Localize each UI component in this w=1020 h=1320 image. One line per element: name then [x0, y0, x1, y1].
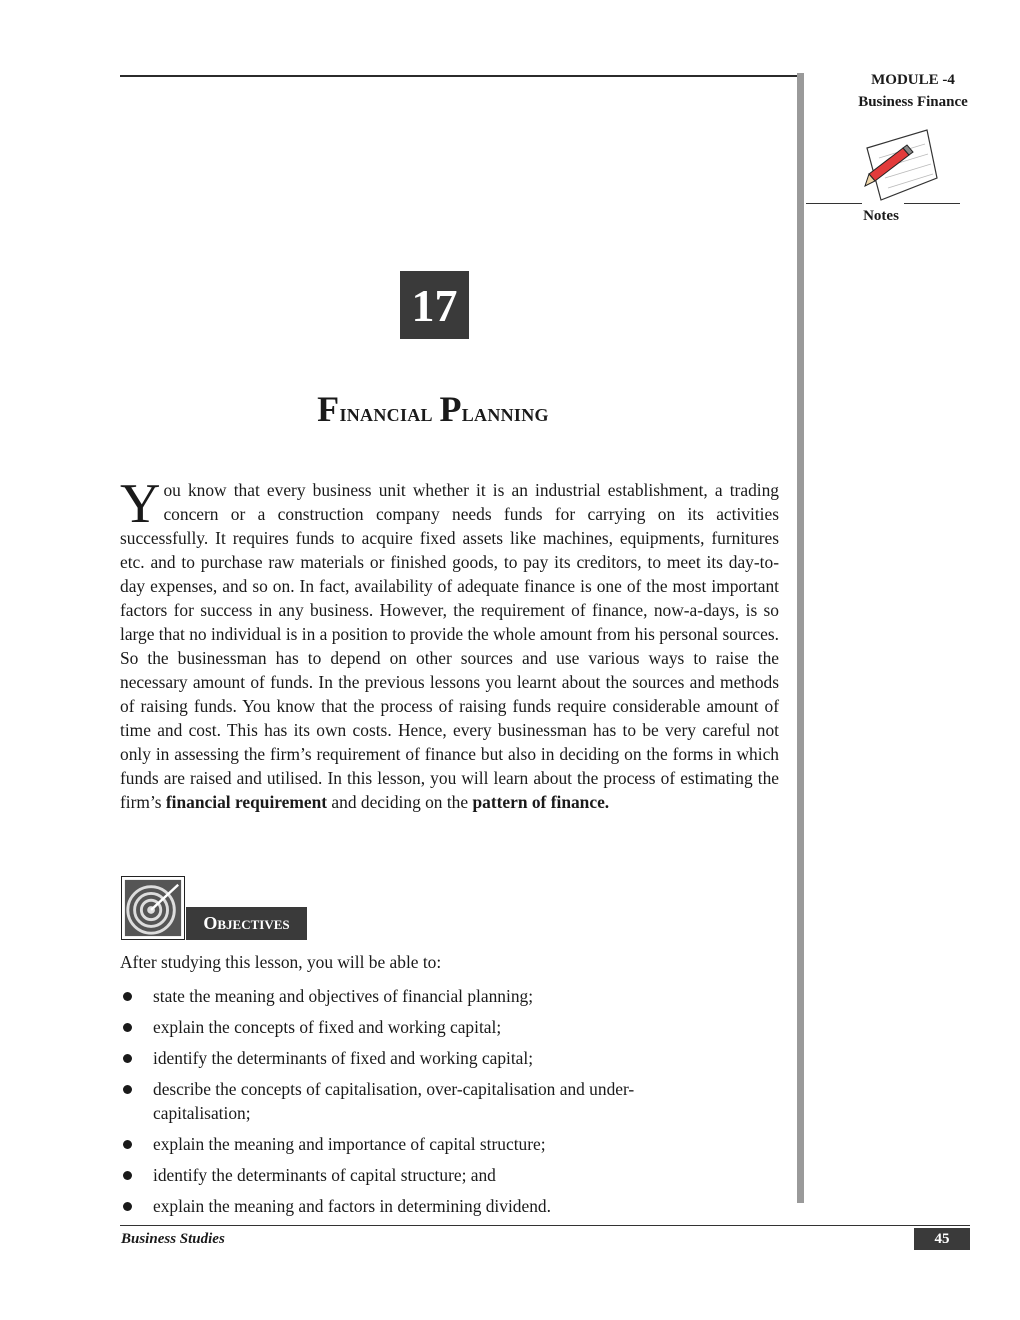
list-item-text: identify the determinants of fixed and working capital;: [153, 1048, 534, 1068]
list-item: [120, 1194, 780, 1218]
intro-paragraph: [120, 473, 779, 814]
notes-label: Notes: [863, 208, 899, 224]
bullet-icon: [123, 1140, 132, 1149]
module-title: Business Finance: [858, 94, 968, 110]
bullet-icon: [123, 1054, 132, 1063]
top-rule: [120, 75, 800, 77]
list-item: [120, 1163, 780, 1187]
bottom-rule: [120, 1225, 970, 1226]
bullet-icon: [123, 1202, 132, 1211]
list-item-text: explain the concepts of fixed and working capital;: [153, 1017, 502, 1037]
intro-text-2: and deciding on the: [327, 792, 473, 812]
intro-bold-1: financial requirement: [165, 792, 328, 812]
bullet-icon: [123, 1171, 132, 1180]
margin-bar: [797, 73, 804, 1203]
bullet-icon: [123, 1023, 132, 1032]
title-word-1: inancial: [339, 400, 433, 427]
intro-bold-2: pattern of finance.: [472, 792, 610, 812]
title-word-2: lanning: [461, 400, 549, 427]
title-cap-p: P: [439, 389, 462, 429]
title-cap-f: F: [317, 389, 340, 429]
list-item: [120, 1015, 780, 1039]
list-item-text: state the meaning and objectives of financial planning;: [153, 986, 534, 1006]
objectives-cap: O: [203, 913, 218, 933]
bullet-icon: [123, 1085, 132, 1094]
page-number: 45: [914, 1228, 970, 1250]
objectives-target-icon: [121, 876, 185, 940]
objectives-rest: bjectives: [217, 913, 290, 933]
objectives-list: [120, 984, 780, 1225]
chapter-title: [120, 388, 746, 430]
module-number: MODULE -4: [871, 72, 955, 88]
intro-text-1: ou know that every business unit whether it is an industrial establishment, a trading concern or a construction company needs funds for carrying on its activities successfully. It requires funds to acquire fixed assets like machines, equipments, furnitures etc. and to purchase raw materials or finished goods, to pay its creditors, to meet its day-to-day expenses, and so on. In fact, availability of adequate finance is one of the most important factors for success in any business. However, the requirement of finance, now-a-days, is so large that no individual is in a position to provide the whole amount from his personal sources. So the businessman has to depend on other sources and use various ways to raise the necessary amount of funds. In the previous lessons you learnt about the sources and methods of raising funds. You know that the process of raising funds require considerable amount of time and cost. This has its own costs. Hence, every businessman has to be very careful not only in assessing the firm’s requirement of finance but also in deciding on the forms in which funds are raised and utilised. In this lesson, you will learn about the process of estimating the firm’s: [120, 480, 779, 812]
list-item: [120, 1046, 780, 1070]
list-item-text: identify the determinants of capital structure; and: [153, 1165, 496, 1185]
footer-book-title: Business Studies: [121, 1231, 225, 1247]
notes-rule-left: [806, 203, 862, 204]
list-item-text: describe the concepts of capitalisation, over-capitalisation and under-capitalisation;: [153, 1079, 635, 1123]
list-item-text: explain the meaning and importance of capital structure;: [153, 1134, 546, 1154]
list-item: [120, 1077, 713, 1125]
drop-cap: Y: [120, 473, 161, 535]
list-item-text: explain the meaning and factors in determining dividend.: [153, 1196, 551, 1216]
notes-pencil-icon: [857, 126, 941, 208]
list-item: [120, 984, 780, 1008]
objectives-heading: [186, 907, 307, 940]
chapter-number: 17: [400, 271, 469, 339]
objectives-lead: After studying this lesson, you will be able to:: [120, 952, 442, 972]
list-item: [120, 1132, 780, 1156]
notes-rule-right: [904, 203, 960, 204]
bullet-icon: [123, 992, 132, 1001]
